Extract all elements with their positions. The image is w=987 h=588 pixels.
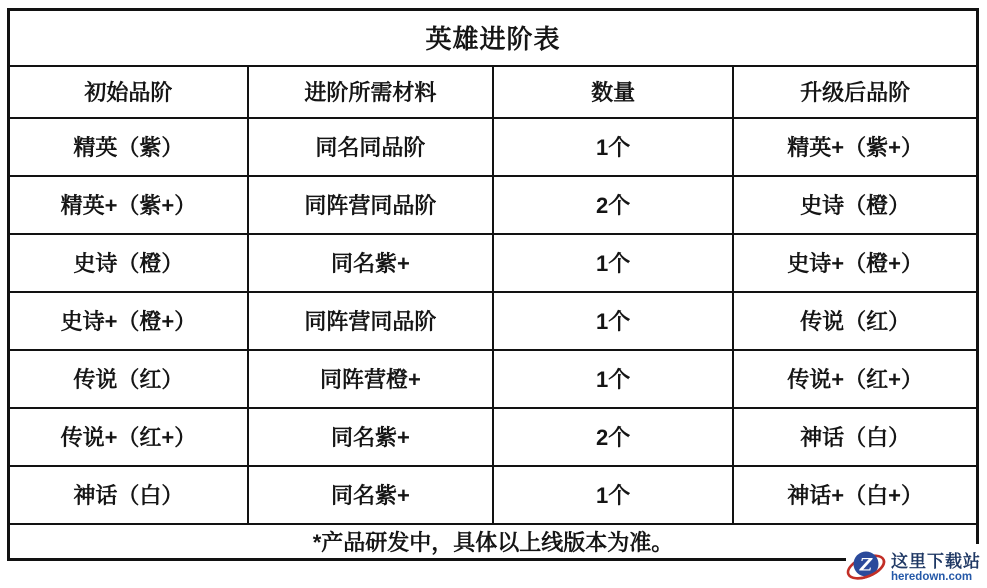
cell-initial-grade: 史诗（橙） [9,234,248,292]
watermark-site-name: 这里下载站 [891,552,981,572]
cell-upgraded-grade: 史诗（橙） [733,176,977,234]
cell-material: 同名紫+ [248,408,493,466]
cell-initial-grade: 传说+（红+） [9,408,248,466]
cell-quantity: 1个 [493,292,733,350]
title-row [9,10,978,66]
table-row [9,118,978,176]
cell-quantity: 1个 [493,350,733,408]
cell-upgraded-grade: 神话+（白+） [733,466,977,524]
site-watermark [846,544,986,588]
logo-letter: Z [859,555,873,576]
cell-material: 同阵营同品阶 [248,292,493,350]
table-row [9,292,978,350]
cell-upgraded-grade: 神话（白） [733,408,977,466]
table-title: 英雄进阶表 [9,10,978,66]
cell-initial-grade: 史诗+（橙+） [9,292,248,350]
cell-material: 同名紫+ [248,466,493,524]
cell-initial-grade: 精英+（紫+） [9,176,248,234]
cell-quantity: 1个 [493,118,733,176]
cell-material: 同阵营橙+ [248,350,493,408]
cell-initial-grade: 神话（白） [9,466,248,524]
cell-upgraded-grade: 精英+（紫+） [733,118,977,176]
heredown-logo-icon [846,545,888,587]
footnote: *产品研发中，具体以上线版本为准。 [9,524,978,560]
table-row [9,176,978,234]
cell-quantity: 1个 [493,234,733,292]
cell-upgraded-grade: 史诗+（橙+） [733,234,977,292]
table-row [9,466,978,524]
cell-material: 同阵营同品阶 [248,176,493,234]
cell-initial-grade: 传说（红） [9,350,248,408]
table-row [9,350,978,408]
cell-initial-grade: 精英（紫） [9,118,248,176]
hero-advancement-table [7,8,979,561]
cell-quantity: 1个 [493,466,733,524]
cell-material: 同名同品阶 [248,118,493,176]
column-header-upgraded-grade: 升级后品阶 [733,66,977,118]
column-header-material: 进阶所需材料 [248,66,493,118]
table-row [9,234,978,292]
column-header-initial-grade: 初始品阶 [9,66,248,118]
cell-upgraded-grade: 传说（红） [733,292,977,350]
cell-quantity: 2个 [493,408,733,466]
cell-material: 同名紫+ [248,234,493,292]
header-row [9,66,978,118]
column-header-quantity: 数量 [493,66,733,118]
footnote-row [9,524,978,560]
cell-quantity: 2个 [493,176,733,234]
table-row [9,408,978,466]
watermark-site-url: heredown.com [891,570,973,583]
cell-upgraded-grade: 传说+（红+） [733,350,977,408]
